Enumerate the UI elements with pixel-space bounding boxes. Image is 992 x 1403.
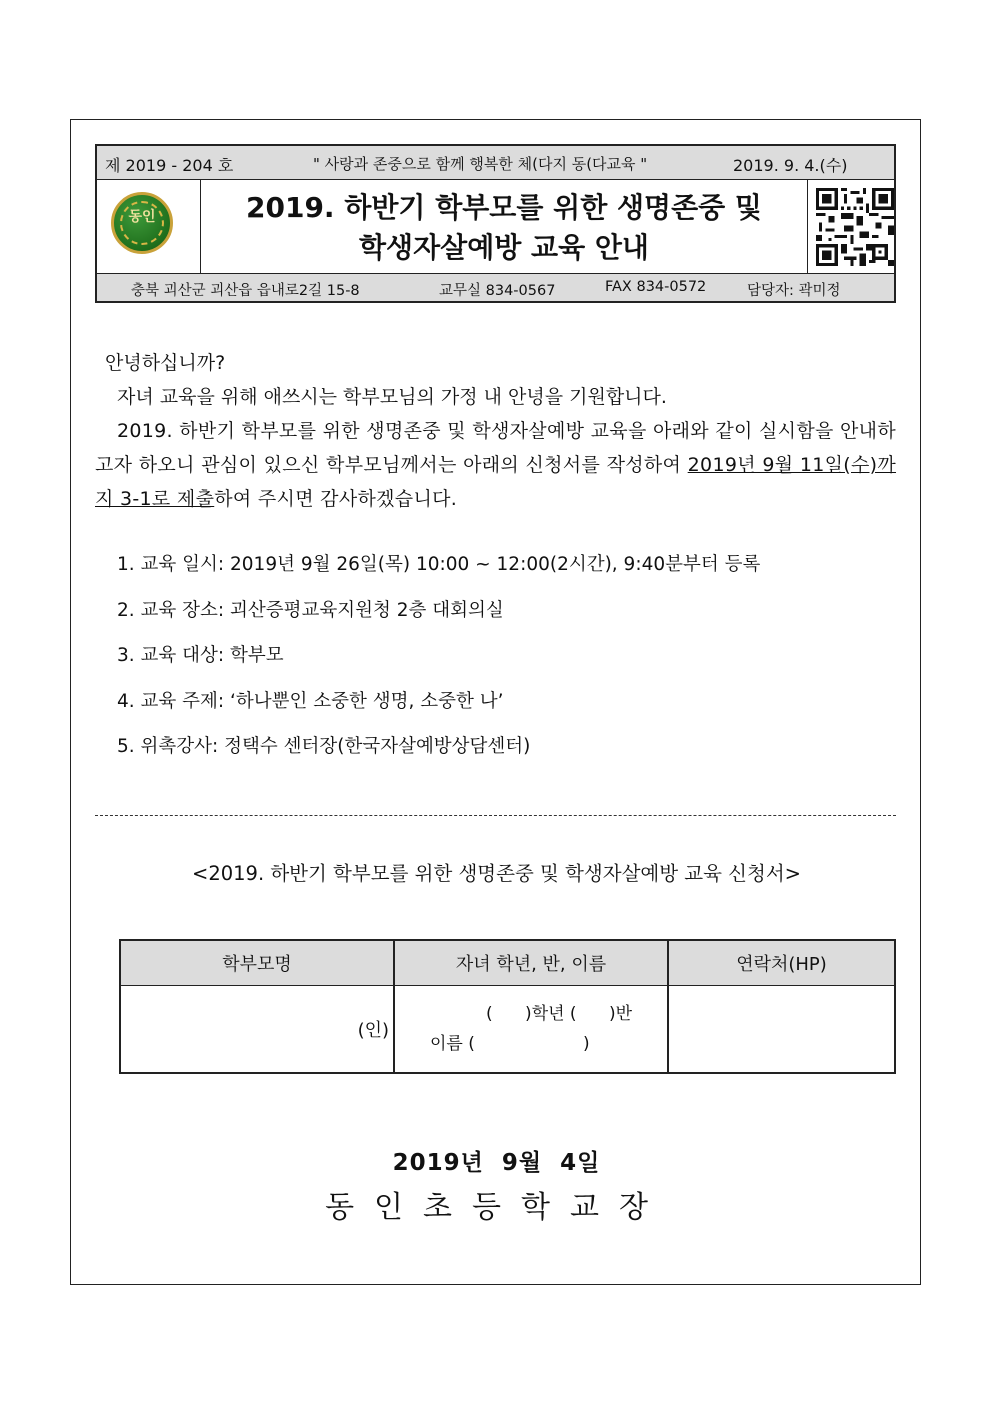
paragraph-2 [95,414,896,516]
qr-cell [807,180,894,273]
detail-item-place: 2. 교육 장소: 괴산증평교육지원청 2층 대회의실 [117,600,504,621]
application-form-title: <2019. 하반기 학부모를 위한 생명존중 및 학생자살예방 교육 신청서> [191,862,801,885]
detail-item-topic: 4. 교육 주제: ‘하나뿐인 소중한 생명, 소중한 나’ [117,691,504,712]
logo-ring [120,201,164,245]
detail-item-audience: 3. 교육 대상: 학부모 [117,645,284,666]
child-name-line: 이름 ( ) [430,1034,590,1054]
seal-label: (인) [357,1020,389,1041]
greeting: 안녕하십니까? [105,352,226,374]
paragraph-2-text: 2019. 하반기 학부모를 위한 생명존중 및 학생자살예방 교육을 아래와 같이 실시함을 안내하고자 하오니 관심이 있으신 학부모님께서는 아래의 신청서를 작성하여 [95,420,896,476]
signature-date: 2019년 9월 4일 [392,1150,601,1176]
child-info-field[interactable] [394,986,668,1074]
fax-number: FAX 834-0572 [605,279,707,295]
submission-deadline: 2019년 9월 11일(수)까지 3-1로 제출 [95,454,897,510]
issue-date: 2019. 9. 4.(수) [733,156,848,175]
paragraph-2-end: 하여 주시면 감사하겠습니다. [214,488,458,510]
logo-cell [97,180,201,273]
principal-signature: 동인초등학교장 [325,1190,668,1225]
parent-name-field[interactable] [120,986,394,1074]
title-line-2: 학생자살예방 교육 안내 [359,231,649,264]
logo-text: 동인 [128,209,156,225]
letterhead-top-bar [97,146,894,180]
qr-code-icon [816,188,894,266]
letter-body [95,346,896,516]
letterhead [95,144,896,303]
document-number: 제 2019 - 204 호 [105,156,234,175]
col-child-info: 자녀 학년, 반, 이름 [394,940,668,986]
letterhead-contact-bar [97,273,894,301]
grade-class-line: ( )학년 ( )반 [486,1004,633,1024]
school-address: 충북 괴산군 괴산읍 읍내로2길 15-8 [131,283,360,299]
title-line-1: 2019. 하반기 학부모를 위한 생명존중 및 [246,191,762,224]
school-logo-icon [111,192,173,254]
form-header-row [120,940,895,986]
application-form-table [119,939,896,1074]
paragraph-1: 자녀 교육을 위해 애쓰시는 학부모님의 가정 내 안녕을 기원합니다. [117,386,667,408]
document-page [70,119,921,1285]
contact-person: 담당자: 곽미정 [747,283,841,299]
detail-item-date: 1. 교육 일시: 2019년 9월 26일(목) 10:00 ~ 12:00(2시간), 9:40분부터 등록 [117,554,761,575]
col-parent-name: 학부모명 [120,940,394,986]
office-phone: 교무실 834-0567 [439,283,556,299]
letterhead-title-row [97,180,894,273]
document-title [201,180,807,273]
school-motto: " 사랑과 존중으로 함께 행복한 체(다지 동(다교육 " [313,155,648,173]
form-entry-row [120,986,895,1074]
contact-field[interactable] [668,986,895,1074]
col-contact: 연락처(HP) [668,940,895,986]
detail-item-lecturer: 5. 위촉강사: 정택수 센터장(한국자살예방상담센터) [117,736,531,757]
cut-line-divider [95,815,896,816]
